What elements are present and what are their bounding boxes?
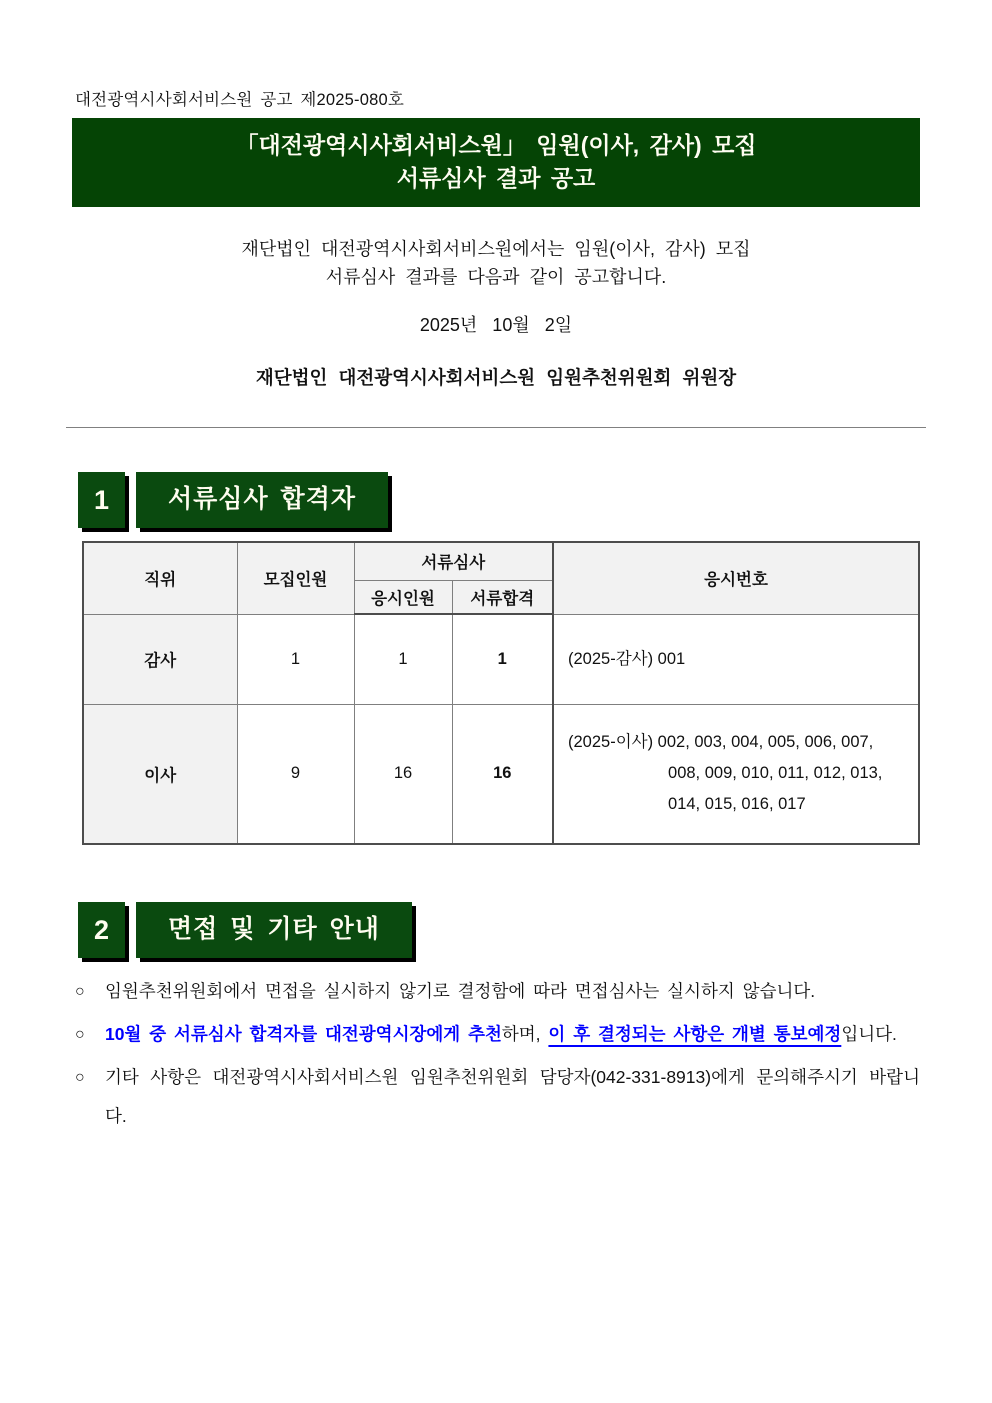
note-text: 하며, bbox=[501, 1024, 549, 1044]
circle-bullet-icon: ○ bbox=[75, 983, 85, 1000]
reg-no-line: (2025-감사) 001 bbox=[568, 649, 686, 668]
section2-title: 면접 및 기타 안내 bbox=[136, 902, 412, 958]
cell-doc-pass: 16 bbox=[452, 704, 553, 844]
announcement-date: 2025년 10월 2일 bbox=[419, 315, 573, 335]
note-item-no-interview bbox=[75, 972, 920, 1011]
section1-title: 서류심사 합격자 bbox=[136, 472, 388, 528]
table-row-auditor bbox=[83, 614, 919, 704]
note-text: 기타 사항은 대전광역시사회서비스원 임원추천위원회 담당자(042-331-8913)에게 문의해주시기 바랍니다. bbox=[105, 1067, 920, 1126]
notice-number: 대전광역시사회서비스원 공고 제2025-080호 bbox=[75, 91, 404, 109]
note-item-recommendation bbox=[75, 1015, 920, 1054]
notes-list bbox=[75, 972, 920, 1136]
cell-doc-pass: 1 bbox=[452, 614, 553, 704]
reg-no-line: 014, 015, 016, 017 bbox=[668, 795, 806, 814]
section2-number-badge: 2 bbox=[78, 902, 125, 958]
note-text-highlight: 10월 중 서류심사 합격자를 대전광역시장에게 추천 bbox=[105, 1024, 502, 1044]
cell-applicants: 16 bbox=[354, 704, 452, 844]
document-review-table bbox=[82, 541, 920, 845]
note-text: 입니다. bbox=[841, 1024, 897, 1044]
cell-position: 이사 bbox=[83, 704, 237, 844]
cell-applicants: 1 bbox=[354, 614, 452, 704]
divider-rule bbox=[66, 427, 926, 428]
cell-reg-no bbox=[553, 704, 919, 844]
circle-bullet-icon: ○ bbox=[75, 1026, 85, 1043]
col-header-position: 직위 bbox=[83, 542, 237, 614]
col-header-recruit: 모집인원 bbox=[237, 542, 354, 614]
title-banner-line1: 「대전광역시사회서비스원」 임원(이사, 감사) 모집 bbox=[235, 132, 757, 158]
reg-no-line: 008, 009, 010, 011, 012, 013, bbox=[668, 764, 883, 783]
table-row-director bbox=[83, 704, 919, 844]
note-item-contact bbox=[75, 1058, 920, 1136]
section2-heading bbox=[78, 902, 920, 958]
signer: 재단법인 대전광역시사회서비스원 임원추천위원회 위원장 bbox=[255, 367, 737, 388]
title-banner-line2: 서류심사 결과 공고 bbox=[396, 165, 596, 191]
cell-recruit: 9 bbox=[237, 704, 354, 844]
section1-number-badge: 1 bbox=[78, 472, 125, 528]
col-header-doc-review-group: 서류심사 bbox=[354, 542, 553, 580]
note-text: 임원추천위원회에서 면접을 실시하지 않기로 결정함에 따라 면접심사는 실시하지 않습니다. bbox=[105, 981, 816, 1001]
note-text-highlight-underline: 이 후 결정되는 사항은 개별 통보예정 bbox=[548, 1024, 842, 1044]
col-header-reg-no: 응시번호 bbox=[553, 542, 919, 614]
intro-line2: 서류심사 결과를 다음과 같이 공고합니다. bbox=[325, 267, 667, 287]
circle-bullet-icon: ○ bbox=[75, 1069, 85, 1086]
cell-reg-no bbox=[553, 614, 919, 704]
cell-position: 감사 bbox=[83, 614, 237, 704]
col-header-applicants: 응시인원 bbox=[354, 580, 452, 614]
intro-paragraph bbox=[72, 235, 920, 291]
section1-heading bbox=[78, 472, 920, 528]
intro-line1: 재단법인 대전광역시사회서비스원에서는 임원(이사, 감사) 모집 bbox=[241, 239, 751, 259]
reg-no-line: (2025-이사) 002, 003, 004, 005, 006, 007, bbox=[568, 733, 874, 752]
title-banner bbox=[72, 118, 920, 207]
cell-recruit: 1 bbox=[237, 614, 354, 704]
col-header-doc-pass: 서류합격 bbox=[452, 580, 553, 614]
